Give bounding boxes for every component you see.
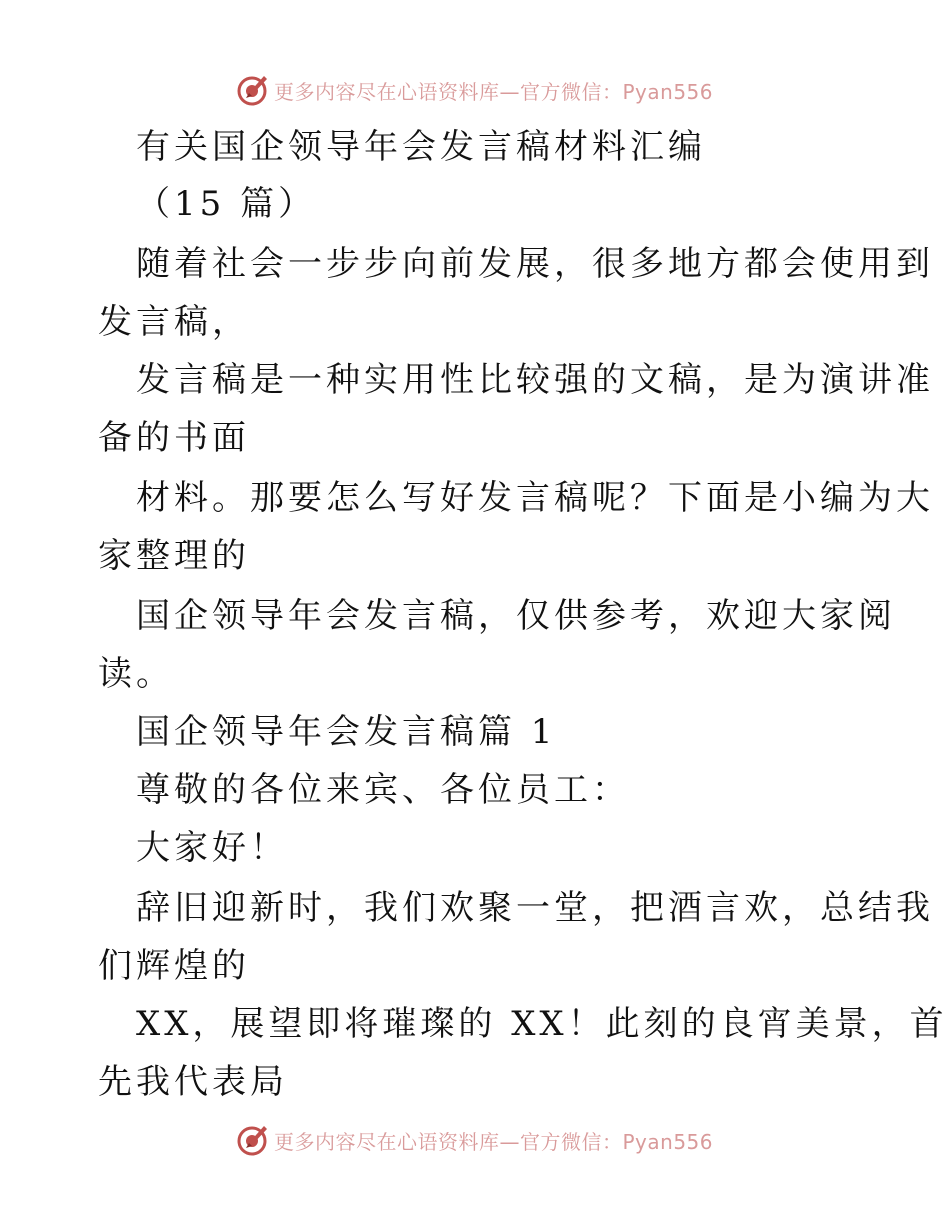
paragraph-line: XX，展望即将璀璨的 XX！此刻的良宵美景，首	[136, 1004, 948, 1044]
paragraph-line: 辞旧迎新时，我们欢聚一堂，把酒言欢，总结我	[136, 888, 934, 928]
footer-banner	[0, 1118, 950, 1162]
paragraph-line: 备的书面	[98, 418, 250, 458]
paragraph-line: 们辉煌的	[98, 946, 250, 986]
paragraph-line: 发言稿，	[98, 302, 250, 342]
paragraph-line: 随着社会一步步向前发展，很多地方都会使用到	[136, 244, 934, 284]
paragraph-line: 发言稿是一种实用性比较强的文稿，是为演讲准	[136, 360, 934, 400]
header-banner-text: 更多内容尽在心语资料库—官方微信：Pyan556	[274, 79, 714, 104]
paragraph-line: 材料。那要怎么写好发言稿呢？下面是小编为大	[136, 478, 934, 518]
quill-logo-icon	[234, 1122, 270, 1158]
paragraph-line: 先我代表局	[98, 1062, 288, 1102]
quill-logo-icon	[234, 72, 270, 108]
greeting-line: 大家好！	[136, 828, 288, 868]
paragraph-line: 家整理的	[98, 536, 250, 576]
salutation-line: 尊敬的各位来宾、各位员工：	[136, 770, 630, 810]
document-subtitle: （15 篇）	[136, 184, 317, 224]
document-title: 有关国企领导年会发言稿材料汇编	[136, 127, 706, 167]
paragraph-line: 国企领导年会发言稿，仅供参考，欢迎大家阅	[136, 596, 896, 636]
footer-banner-text: 更多内容尽在心语资料库—官方微信：Pyan556	[274, 1129, 714, 1154]
section-heading: 国企领导年会发言稿篇 1	[136, 712, 557, 752]
paragraph-line: 读。	[98, 654, 174, 694]
header-banner	[0, 68, 950, 112]
